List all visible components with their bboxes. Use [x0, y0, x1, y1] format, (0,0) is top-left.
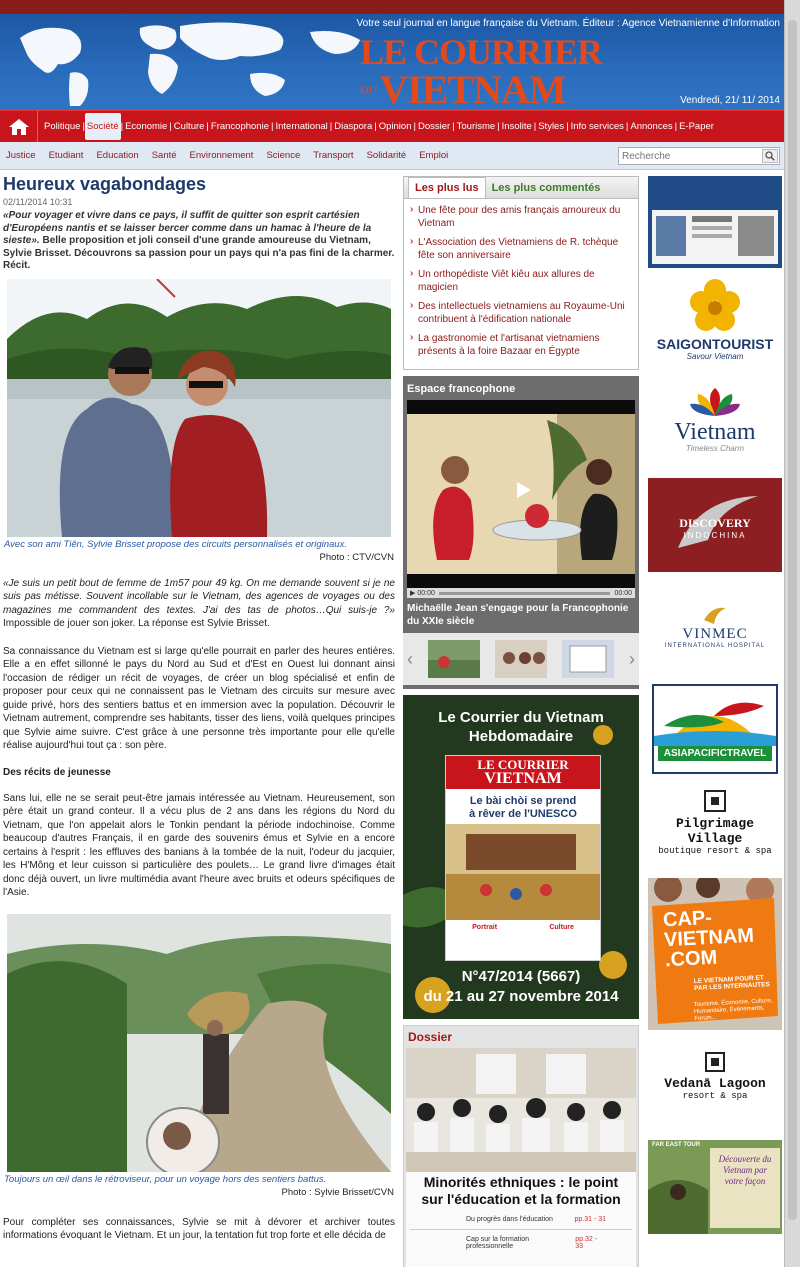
photo-mountain-path: [7, 914, 391, 1172]
vinmec-bird-icon: [702, 606, 728, 626]
subnav-item-sant-[interactable]: Santé: [151, 150, 177, 161]
espace-francophone: [403, 376, 639, 689]
espace-heading: Espace francophone: [407, 383, 516, 395]
saigontourist-slogan: Savour Vietnam: [686, 352, 744, 361]
ad-pilgrimage-village[interactable]: [648, 780, 782, 872]
article-date: 02/11/2014 10:31: [3, 197, 73, 207]
photo-caption-1: Avec son ami Tiên, Sylvie Brisset propose des circuits personnalisés et originaux.: [4, 538, 347, 550]
cover-photo: [446, 824, 600, 920]
nav-separator: |: [566, 121, 569, 132]
vedana-logo-icon: [705, 1052, 725, 1072]
nav-item-diaspora[interactable]: Diaspora: [334, 121, 373, 132]
tab-most-commented[interactable]: Les plus commentés: [491, 182, 601, 194]
ad-vietnam-tourism[interactable]: [648, 380, 782, 472]
dossier-image[interactable]: [406, 1048, 636, 1267]
ad-vedana-lagoon[interactable]: [648, 1036, 782, 1134]
popular-tabs: [404, 177, 638, 199]
lead-quote: «Pour voyager et vivre dans ce pays, il suffit de quitter son esprit cartésien d'Européens nantis et se laisser bercer comme dans un hamac à l'heure de la sieste».: [3, 210, 372, 246]
vietnam-slogan: Timeless Charm: [685, 444, 745, 453]
video-thumb-2[interactable]: [495, 640, 547, 678]
header-date: Vendredi, 21/ 11/ 2014: [680, 95, 780, 106]
search-input[interactable]: [619, 151, 759, 162]
popular-item[interactable]: › Une fête pour des amis français amoureux du Vietnam: [410, 205, 634, 230]
nav-item-info-services[interactable]: Info services: [570, 121, 624, 132]
asiapacific-logo-icon: [654, 686, 776, 746]
video-title[interactable]: Michaëlle Jean s'engage pour la Francophonie du XXIe siècle: [407, 603, 629, 627]
nav-separator: |: [120, 121, 124, 132]
newspaper-thumb: [648, 176, 782, 268]
middle-column: [403, 176, 639, 1267]
dossier-headline1: Minorités ethniques : le point: [423, 1174, 619, 1190]
lotus-icon: [690, 386, 740, 420]
vinmec-name: VINMEC: [682, 626, 748, 642]
search-button[interactable]: [762, 149, 778, 163]
logo-du: DU: [360, 83, 378, 97]
nav-item-politique[interactable]: Politique: [44, 121, 81, 132]
nav-separator: |: [82, 121, 85, 132]
discovery-name: DISCOVERY: [679, 516, 751, 530]
nav-separator: |: [497, 121, 500, 132]
video-thumb-3[interactable]: [562, 640, 614, 678]
article-title: Heureux vagabondages: [3, 174, 207, 194]
hebdo-dates: du 21 au 27 novembre 2014: [423, 987, 619, 1005]
nav-item-culture[interactable]: Culture: [173, 121, 205, 132]
video-thumb-1[interactable]: [428, 640, 480, 678]
saigontourist-logo-icon: [685, 276, 745, 336]
logo-line2: VIETNAM: [379, 67, 566, 110]
nav-separator: |: [674, 121, 678, 132]
dossier-box: [403, 1025, 639, 1267]
search-box: [618, 147, 780, 165]
nav-item-international[interactable]: International: [275, 121, 328, 132]
sub-nav: [0, 142, 784, 170]
nav-item-francophonie[interactable]: Francophonie: [210, 121, 269, 132]
nav-item-opinion[interactable]: Opinion: [378, 121, 412, 132]
cap-line1: CAP-: [662, 906, 713, 932]
subnav-item-emploi[interactable]: Emploi: [419, 150, 449, 161]
subnav-item-science[interactable]: Science: [266, 150, 301, 161]
hebdo-number: N°47/2014 (5667): [461, 968, 581, 985]
discovery-sub: INDOCHINA: [683, 531, 747, 540]
cap-sub: LE VIETNAM POUR ET PAR LES INTERNAUTES: [693, 974, 771, 993]
photo-lake-couple: [7, 279, 391, 537]
nav-item-economie[interactable]: Economie: [125, 121, 168, 132]
site-header: [0, 14, 784, 110]
ads-column: [646, 176, 784, 1240]
article-photo-2[interactable]: [7, 914, 391, 1172]
photo-caption-2: Toujours un œil dans le rétroviseur, pour un voyage hors des sentiers battus.: [4, 1173, 327, 1185]
video-duration: 00:00: [614, 589, 632, 597]
lead-text: Belle proposition et joli conseil d'une grande amoureuse du Vietnam, Sylvie Brisset. Découvrons sa passion pour un pays qui n'a pas fini de la charmer. Récit.: [3, 235, 395, 271]
subnav-item-education[interactable]: Education: [96, 150, 139, 161]
subnav-item-transport[interactable]: Transport: [313, 150, 354, 161]
cap-sub2: Tourisme, Économie, Culture, Humanitaire, Événements, Forum...: [693, 997, 773, 1022]
popular-item[interactable]: › Des intellectuels vietnamiens au Royaume-Uni contribuent à l'édification nationale: [410, 301, 634, 326]
main-nav-items: [38, 113, 716, 140]
paragraph-3: Sans lui, elle ne se serait peut-être jamais intéressée au Vietnam. Heureusement, son père était un grand conteur. Il a vécu plus de 2 ans dans les régions du Nord du Vietnam, que l'on appelait alors le Tonkin pendant la période indochinoise. Comme beaucoup d'autres Français, il en garde des souvenirs émus et Sylvie en a encore certains à l'esprit : les effluves des banians à la tombée de la nuit, l'odeur du jacquier, les H'Mông et leur cuisson si particulière des poulets… Le grand livre d'images était donc déjà ouvert, un livre multimédia avant l'heure avec bruits et odeurs spécifiques de l'Asie.: [3, 792, 395, 898]
paragraph-1-quote: «Je suis un petit bout de femme de 1m57 pour 49 kg. On me demande souvent si je ne suis pas métisse. Souvent incollable sur le Vietnam, des agences de voyages ou des magazines me commandent des textes. J'ai des tas de photos…Qui suis-je ?»: [3, 577, 395, 616]
dossier-photo: [406, 1048, 636, 1172]
fareast-brand: FAR EAST TOUR: [652, 1142, 701, 1148]
dossier-sub2: Cap sur la formation professionnelle: [466, 1235, 530, 1250]
world-map-graphic: [10, 18, 370, 108]
cover-tag2: Culture: [549, 924, 574, 932]
scrollbar[interactable]: [784, 0, 800, 1267]
photo-credit-2: Photo : Sylvie Brisset/CVN: [281, 1186, 394, 1198]
popular-item[interactable]: › La gastronomie et l'artisanat vietnamiens présents à la foire Bazaar en Égypte: [410, 333, 634, 358]
subnav-item-solidarit-[interactable]: Solidarité: [366, 150, 407, 161]
main-nav: [0, 110, 784, 142]
subnav-item-justice[interactable]: Justice: [6, 150, 36, 161]
nav-item-annonces[interactable]: Annonces: [630, 121, 673, 132]
hebdo-cover[interactable]: [445, 755, 601, 961]
popular-list: [404, 199, 638, 369]
fareast-text: Découverte du Vietnam par votre façon: [718, 1154, 772, 1186]
nav-separator: |: [413, 121, 416, 132]
home-icon: [8, 118, 30, 136]
hebdo-banner[interactable]: [403, 695, 639, 1019]
ad-discovery-indochina[interactable]: [648, 478, 782, 572]
nav-separator: |: [625, 121, 629, 132]
vedana-sub: resort & spa: [682, 1091, 748, 1101]
popular-item[interactable]: › Un orthopédiste Viêt kiêu aux allures de magicien: [410, 269, 634, 294]
article-lead: [0, 207, 398, 273]
ad-vinmec[interactable]: [648, 578, 782, 678]
dossier-sub1: Du progrès dans l'éducation: [466, 1215, 553, 1223]
ad-cap-vietnam[interactable]: [648, 878, 782, 1030]
dossier-heading: Dossier: [408, 1030, 453, 1044]
ad-asiapacifictravel[interactable]: [652, 684, 778, 774]
nav-item-insolite[interactable]: Insolite: [501, 121, 532, 132]
search-icon: [765, 151, 775, 161]
cap-line3: .COM: [664, 946, 718, 972]
nav-separator: |: [329, 121, 333, 132]
saigontourist-name: SAIGONTOURIST: [656, 336, 774, 352]
logo-line1: LE COURRIER: [360, 32, 603, 72]
chevron-right-icon[interactable]: ›: [629, 648, 635, 669]
paragraph-1: [0, 577, 398, 631]
vedana-name: Vedanā Lagoon: [664, 1076, 766, 1091]
paragraph-4: Pour compléter ses connaissances, Sylvie se mit à dévorer et archiver toutes informations évoquant le Vietnam. Et un jour, la tentation fut trop forte et elle décida de: [3, 1216, 395, 1241]
ad-far-east-tour[interactable]: [648, 1140, 782, 1234]
home-button[interactable]: [0, 111, 38, 143]
asiapacific-name: ASIAPACIFICTRAVEL: [658, 746, 772, 761]
nav-separator: |: [452, 121, 455, 132]
play-small-icon[interactable]: ▶: [410, 590, 416, 597]
chevron-left-icon[interactable]: ‹: [407, 648, 413, 669]
nav-item-styles[interactable]: Styles: [538, 121, 565, 132]
paragraph-1-text: Impossible de jouer son joker. La réponse est Sylvie Brisset.: [3, 618, 270, 629]
pilgrimage-name: Pilgrimage Village: [675, 816, 754, 846]
top-strip: [0, 0, 784, 14]
scrollbar-thumb[interactable]: [788, 20, 797, 1220]
vinmec-sub: INTERNATIONAL HOSPITAL: [664, 643, 766, 649]
popular-box: [403, 176, 639, 370]
cover-brand: LE COURRIER: [477, 757, 569, 772]
dossier-sub2-pages: pp.32 - 33: [575, 1235, 598, 1250]
cover-headline2: à rêver de l'UNESCO: [469, 807, 577, 820]
nav-item-dossier[interactable]: Dossier: [417, 121, 451, 132]
hebdo-title1: Le Courrier du Vietnam: [438, 709, 604, 726]
header-tagline: Votre seul journal en langue française du Vietnam. Éditeur : Agence Vietnamienne d'Information: [356, 18, 780, 29]
nav-separator: |: [533, 121, 537, 132]
cap-line2: VIETNAM: [663, 924, 755, 952]
ad-newspaper[interactable]: [648, 176, 782, 268]
cover-tag1: Portrait: [472, 924, 498, 932]
pilgrimage-sub: boutique resort & spa: [658, 846, 772, 856]
ad-saigontourist[interactable]: [648, 274, 782, 374]
pilgrimage-logo-icon: [704, 790, 726, 812]
nav-separator: |: [169, 121, 172, 132]
nav-item-soci-t-[interactable]: Société: [85, 113, 121, 140]
article: [0, 172, 398, 1243]
cover-headline1: Le bài chòi se prend: [469, 795, 577, 807]
article-photo-1[interactable]: [7, 279, 391, 537]
photo-credit-1: Photo : CTV/CVN: [319, 551, 394, 563]
paragraph-2: Sa connaissance du Vietnam est si large qu'elle pourrait en parler des heures entières. Elle a en effet sillonné le pays du Nord au Sud et d'Est en Ouest lui donnant ainsi l'occasion de rédiger un récit de voyages, de créer un blog spécialisé et enfin de proposer pour ceux qui ne connaissent pas le Vietnam des circuits sur mesure avec guide privé, hors des sentiers battus et en immersion avec la population. Découvrir le Vietnam autrement, comprendre ses habitants, tisser des liens, voilà quelques principes que Sylvie aime suivre. C'est grâce à une personne très importante pour elle qu'elle réalise aujourd'hui tout ça : son père.: [3, 645, 395, 751]
video-player[interactable]: [407, 400, 635, 588]
vietnam-brand: Vietnam: [674, 419, 756, 445]
nav-separator: |: [206, 121, 209, 132]
subnav-item-environnement[interactable]: Environnement: [189, 150, 254, 161]
video-frame: [407, 400, 635, 588]
nav-separator: |: [374, 121, 377, 132]
site-logo[interactable]: [360, 34, 602, 110]
nav-item-e-paper[interactable]: E-Paper: [679, 121, 714, 132]
dossier-sub1-pages: pp.31 - 31: [574, 1215, 606, 1223]
video-thumbs: [403, 633, 639, 685]
subnav-item-etudiant[interactable]: Etudiant: [48, 150, 84, 161]
dossier-headline2: sur l'éducation et la formation: [421, 1190, 621, 1207]
cover-brand2: VIETNAM: [484, 770, 562, 787]
nav-item-tourisme[interactable]: Tourisme: [456, 121, 496, 132]
popular-item[interactable]: › L'Association des Vietnamiens de R. tchèque fête son anniversaire: [410, 237, 634, 262]
video-controls[interactable]: [407, 588, 635, 598]
video-time: 00:00: [417, 589, 435, 597]
hebdo-title2: Hebdomadaire: [468, 727, 574, 745]
tab-most-read[interactable]: Les plus lus: [408, 177, 486, 198]
sub-nav-items: [6, 150, 461, 161]
nav-separator: |: [271, 121, 274, 132]
article-subtitle: Des récits de jeunesse: [3, 766, 111, 778]
